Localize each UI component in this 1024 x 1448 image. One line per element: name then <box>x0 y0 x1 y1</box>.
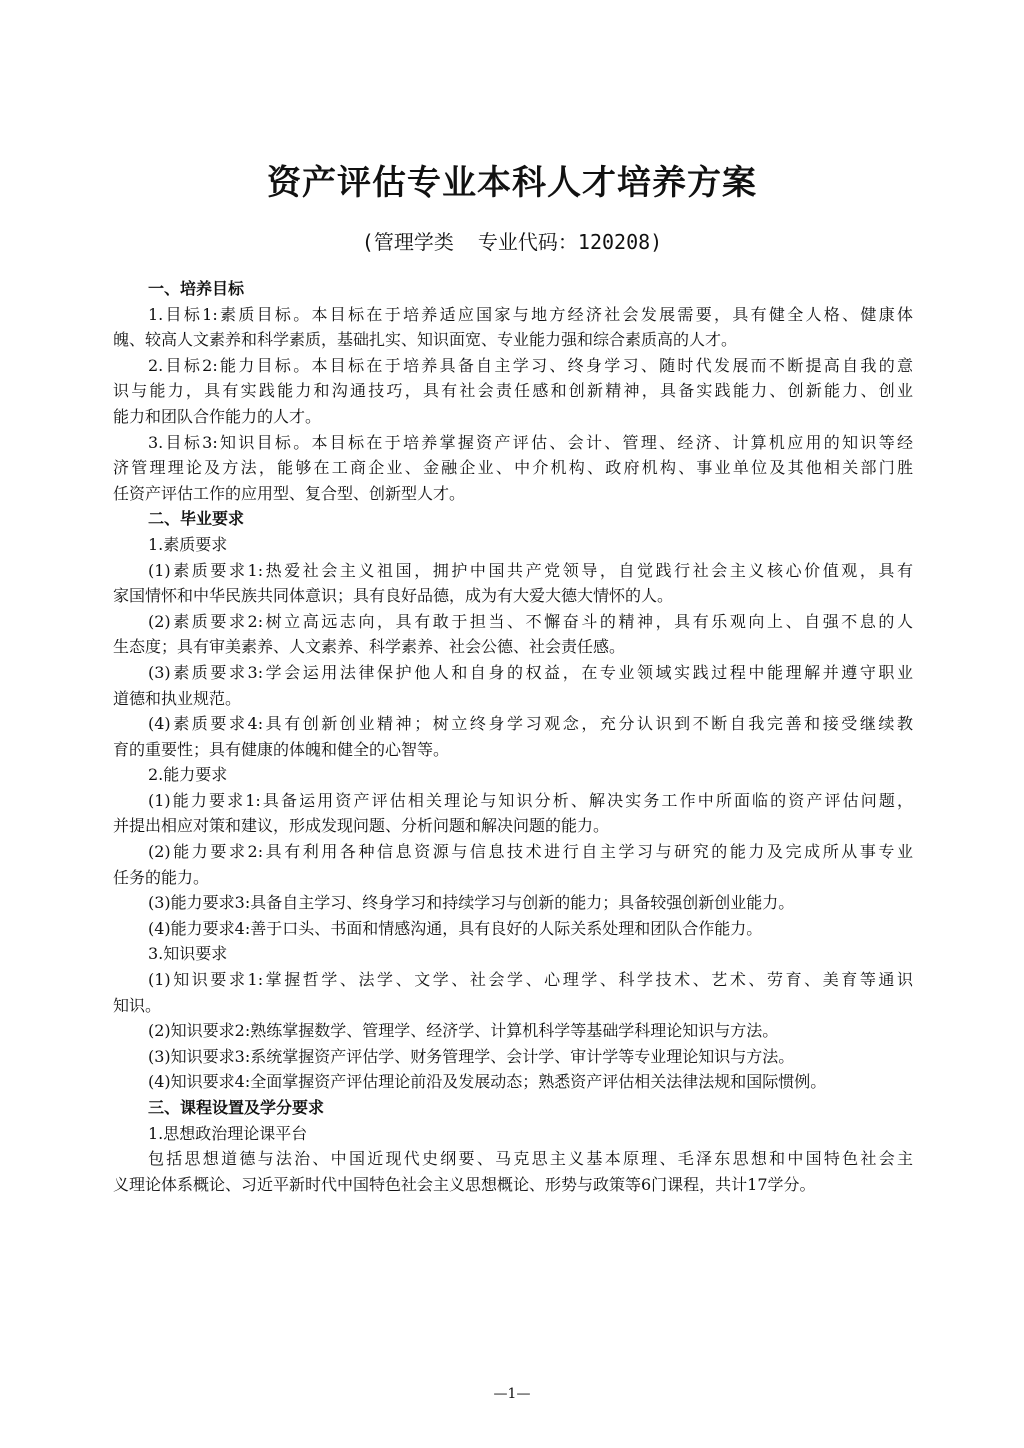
text-line: 任务的能力。 <box>113 867 210 887</box>
text-line: 济管理理论及方法，能够在工商企业、金融企业、中介机构、政府机构、事业单位及其他相关部门胜 <box>113 458 913 478</box>
text-line: 能力和团队合作能力的人才。 <box>113 406 322 426</box>
text-line: 育的重要性；具有健康的体魄和健全的心智等。 <box>113 739 450 759</box>
text-line: 3.目标3:知识目标。本目标在于培养掌握资产评估、会计、管理、经济、计算机应用的知识等经 <box>148 432 913 452</box>
text-line: 1.目标1:素质目标。本目标在于培养适应国家与地方经济社会发展需要，具有健全人格、健康体 <box>148 304 913 324</box>
text-line: 任资产评估工作的应用型、复合型、创新型人才。 <box>113 483 466 503</box>
text-line: (3)知识要求3:系统掌握资产评估学、财务管理学、会计学、审计学等专业理论知识与方法。 <box>148 1046 795 1066</box>
subsection-heading: 1.思想政治理论课平台 <box>148 1123 308 1143</box>
subsection-heading: 2.能力要求 <box>148 765 228 785</box>
text-line: (2)能力要求2:具有利用各种信息资源与信息技术进行自主学习与研究的能力及完成所从事专业 <box>148 842 913 862</box>
text-line: (4)能力要求4:善于口头、书面和情感沟通，具有良好的人际关系处理和团队合作能力。 <box>148 918 763 938</box>
text-line: (3)能力要求3:具备自主学习、终身学习和持续学习与创新的能力；具备较强创新创业能力。 <box>148 893 795 913</box>
text-line: (3)素质要求3:学会运用法律保护他人和自身的权益，在专业领域实践过程中能理解并遵守职业 <box>148 662 913 682</box>
document-subtitle: (管理学类 专业代码：120208) <box>361 230 663 254</box>
subsection-heading: 3.知识要求 <box>148 944 228 964</box>
section-heading: 三、课程设置及学分要求 <box>148 1098 325 1117</box>
text-line: 并提出相应对策和建议，形成发现问题、分析问题和解决问题的能力。 <box>113 816 610 836</box>
text-line: 知识。 <box>113 995 162 1015</box>
subsection-heading: 1.素质要求 <box>148 534 228 554</box>
text-line: 包括思想道德与法治、中国近现代史纲要、马克思主义基本原理、毛泽东思想和中国特色社会主 <box>148 1149 913 1169</box>
text-line: (1)能力要求1:具备运用资产评估相关理论与知识分析、解决实务工作中所面临的资产评估问题， <box>148 790 913 810</box>
text-line: (1)知识要求1:掌握哲学、法学、文学、社会学、心理学、科学技术、艺术、劳育、美育等通识 <box>148 970 913 990</box>
text-line: 魄、较高人文素养和科学素质，基础扎实、知识面宽、专业能力强和综合素质高的人才。 <box>113 330 738 350</box>
text-line: (1)素质要求1:热爱社会主义祖国，拥护中国共产党领导，自觉践行社会主义核心价值观，具有 <box>148 560 913 580</box>
text-line: 识与能力，具有实践能力和沟通技巧，具有社会责任感和创新精神，具备实践能力、创新能力、创业 <box>113 381 913 401</box>
section-heading: 一、培养目标 <box>148 279 245 298</box>
text-line: (4)知识要求4:全面掌握资产评估理论前沿及发展动态；熟悉资产评估相关法律法规和国际惯例。 <box>148 1072 827 1092</box>
document-body <box>113 276 913 1197</box>
text-line: 家国情怀和中华民族共同体意识；具有良好品德，成为有大爱大德大情怀的人。 <box>113 586 674 606</box>
text-line: 生态度；具有审美素养、人文素养、科学素养、社会公德、社会责任感。 <box>113 637 626 657</box>
page-number: —1— <box>493 1386 531 1402</box>
section-heading: 二、毕业要求 <box>148 509 245 529</box>
text-line: (2)知识要求2:熟练掌握数学、管理学、经济学、计算机科学等基础学科理论知识与方法。 <box>148 1021 779 1041</box>
text-line: (4)素质要求4:具有创新创业精神；树立终身学习观念，充分认识到不断自我完善和接受继续教 <box>148 714 913 734</box>
text-line: 道德和执业规范。 <box>113 688 242 708</box>
text-line: 义理论体系概论、习近平新时代中国特色社会主义思想概论、形势与政策等6门课程，共计17学分。 <box>113 1174 816 1194</box>
text-line: 2.目标2:能力目标。本目标在于培养具备自主学习、终身学习、随时代发展而不断提高自我的意 <box>148 355 913 375</box>
text-line: (2)素质要求2:树立高远志向，具有敢于担当、不懈奋斗的精神，具有乐观向上、自强不息的人 <box>148 611 913 631</box>
document-title: 资产评估专业本科人才培养方案 <box>267 163 757 203</box>
